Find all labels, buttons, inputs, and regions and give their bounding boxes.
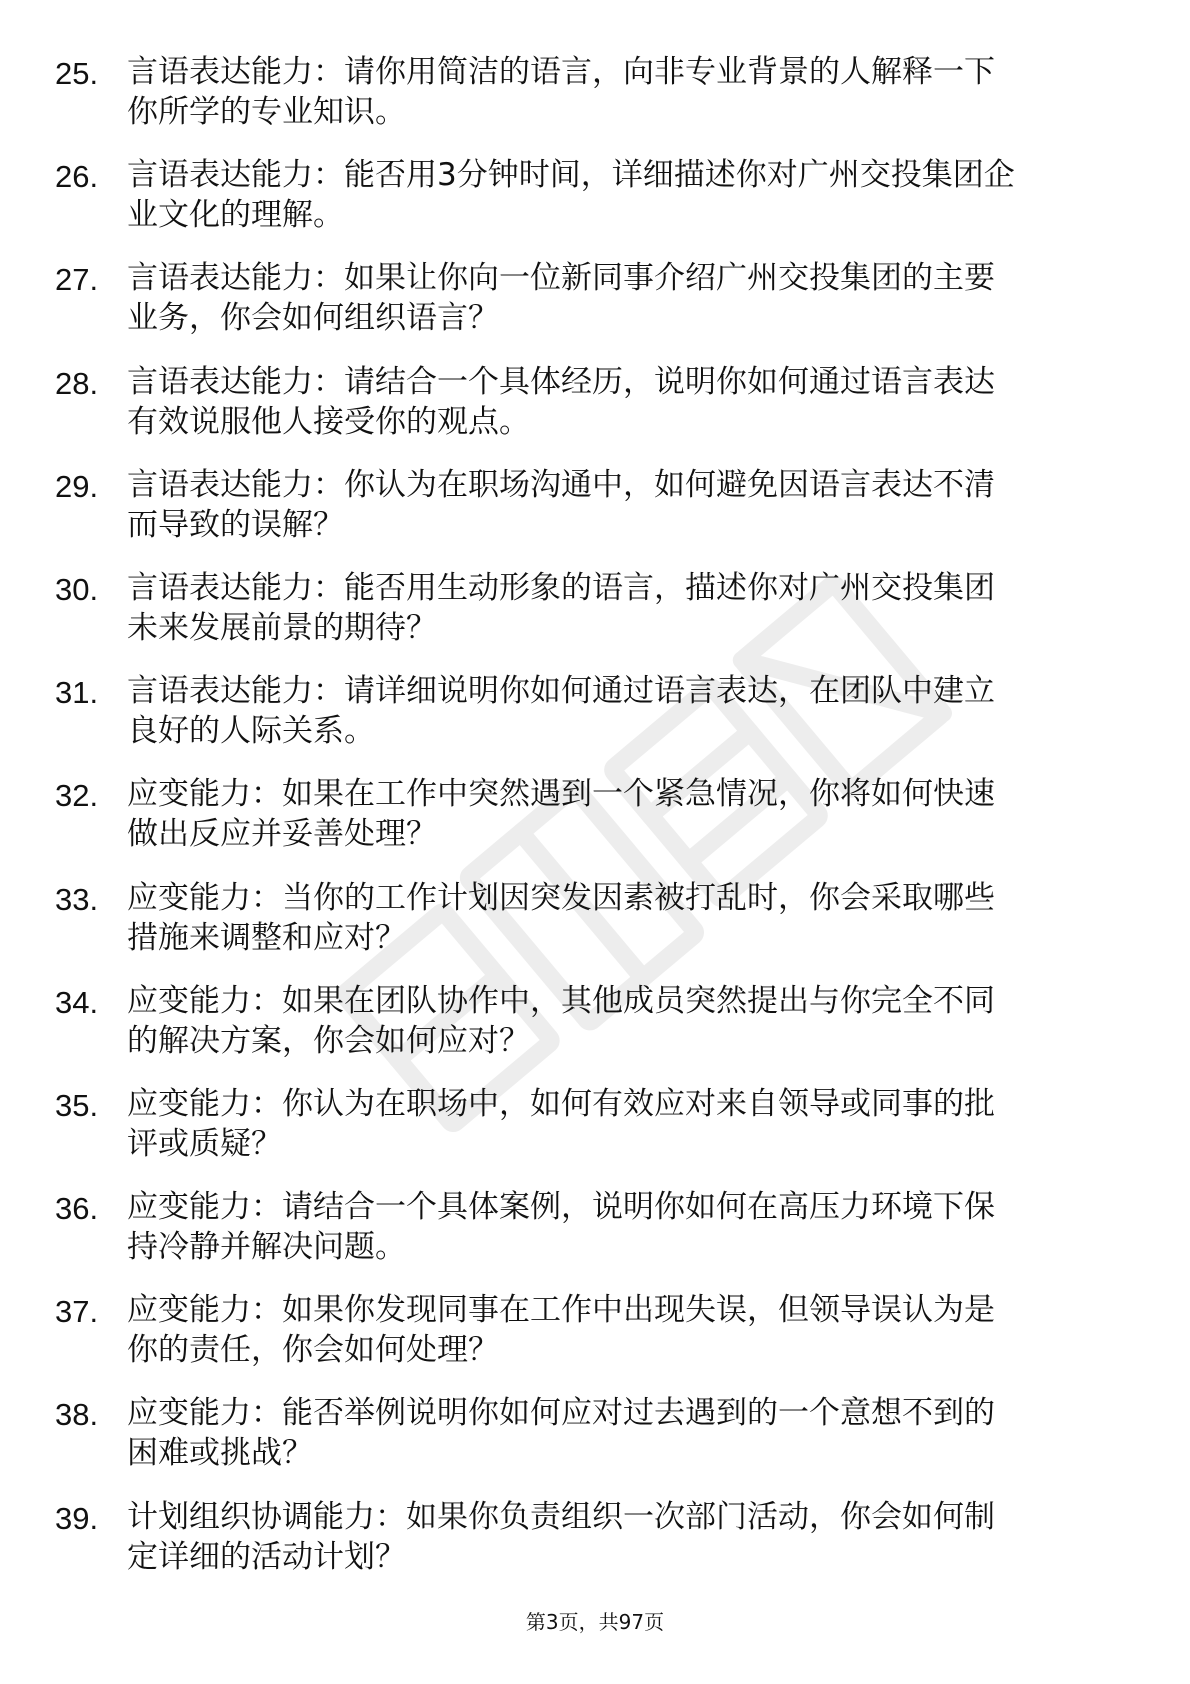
question-item <box>55 770 1135 873</box>
question-number: 33. <box>55 881 99 917</box>
question-line-1: 言语表达能力：你认为在职场沟通中，如何避免因语言表达不清 <box>127 466 995 503</box>
question-text <box>127 258 1127 338</box>
question-line-2: 你的责任，你会如何处理？ <box>127 1332 499 1369</box>
question-line-1: 应变能力：你认为在职场中，如何有效应对来自领导或同事的批 <box>127 1085 995 1122</box>
question-text <box>127 671 1127 751</box>
question-text <box>127 774 1127 854</box>
question-line-1: 计划组织协调能力：如果你负责组织一次部门活动，你会如何制 <box>127 1498 995 1535</box>
question-line-1: 言语表达能力：请详细说明你如何通过语言表达，在团队中建立 <box>127 673 995 710</box>
question-line-2: 的解决方案，你会如何应对？ <box>127 1022 530 1059</box>
question-number: 31. <box>55 675 99 711</box>
question-line-1: 言语表达能力：请结合一个具体经历，说明你如何通过语言表达 <box>127 363 995 400</box>
question-line-1: 言语表达能力：能否用3分钟时间，详细描述你对广州交投集团企 <box>127 157 1015 194</box>
question-number: 30. <box>55 571 99 607</box>
question-item <box>55 1080 1135 1183</box>
question-text <box>127 1393 1127 1473</box>
question-line-1: 应变能力：如果你发现同事在工作中出现失误，但领导误认为是 <box>127 1292 995 1329</box>
question-item <box>55 874 1135 977</box>
question-line-2: 评或质疑？ <box>127 1125 282 1162</box>
question-line-2: 你所学的专业知识。 <box>127 94 406 130</box>
question-text <box>127 878 1127 958</box>
question-text <box>127 981 1127 1061</box>
question-item <box>55 667 1135 770</box>
question-line-1: 言语表达能力：能否用生动形象的语言，描述你对广州交投集团 <box>127 569 995 606</box>
question-text <box>127 155 1127 235</box>
question-item <box>55 1389 1135 1492</box>
question-number: 26. <box>55 159 99 195</box>
question-item <box>55 358 1135 461</box>
question-item <box>55 461 1135 564</box>
question-list <box>55 48 1135 1596</box>
question-line-2: 有效说服他人接受你的观点。 <box>127 403 530 440</box>
question-line-2: 措施来调整和应对？ <box>127 919 406 956</box>
question-line-1: 应变能力：请结合一个具体案例，说明你如何在高压力环境下保 <box>127 1189 995 1226</box>
question-number: 39. <box>55 1500 99 1536</box>
question-number: 25. <box>55 56 99 91</box>
question-line-1: 应变能力：如果在工作中突然遇到一个紧急情况，你将如何快速 <box>127 776 995 813</box>
question-line-1: 言语表达能力：如果让你向一位新同事介绍广州交投集团的主要 <box>127 260 995 297</box>
question-item <box>55 254 1135 357</box>
question-item <box>55 977 1135 1080</box>
question-line-2: 而导致的误解？ <box>127 506 344 543</box>
question-line-1: 应变能力：如果在团队协作中，其他成员突然提出与你完全不同 <box>127 982 995 1019</box>
question-item <box>55 1286 1135 1389</box>
question-line-2: 良好的人际关系。 <box>127 713 375 750</box>
question-line-2: 做出反应并妥善处理？ <box>127 816 437 853</box>
question-number: 32. <box>55 778 99 814</box>
question-item <box>55 48 1135 151</box>
question-text <box>127 568 1127 648</box>
question-line-2: 持冷静并解决问题。 <box>127 1229 406 1266</box>
question-text <box>127 362 1127 442</box>
question-line-1: 应变能力：当你的工作计划因突发因素被打乱时，你会采取哪些 <box>127 879 995 916</box>
question-text <box>127 465 1127 545</box>
question-line-1: 言语表达能力：请你用简洁的语言，向非专业背景的人解释一下 <box>127 54 995 90</box>
question-item <box>55 151 1135 254</box>
question-number: 28. <box>55 365 99 401</box>
question-line-2: 业务，你会如何组织语言？ <box>127 300 499 337</box>
question-item <box>55 1183 1135 1286</box>
question-text <box>127 52 1127 132</box>
question-text <box>127 1290 1127 1370</box>
question-item <box>55 1493 1135 1596</box>
question-number: 27. <box>55 262 99 298</box>
question-number: 35. <box>55 1087 99 1123</box>
question-number: 36. <box>55 1191 99 1227</box>
question-text <box>127 1187 1127 1267</box>
page-number-footer: 第3页，共97页 <box>525 1610 665 1634</box>
question-line-2: 未来发展前景的期待？ <box>127 609 437 646</box>
question-number: 37. <box>55 1294 99 1330</box>
question-number: 38. <box>55 1397 99 1433</box>
question-line-2: 业文化的理解。 <box>127 197 344 234</box>
question-text <box>127 1084 1127 1164</box>
question-line-2: 困难或挑战？ <box>127 1435 313 1472</box>
question-line-1: 应变能力：能否举例说明你如何应对过去遇到的一个意想不到的 <box>127 1395 995 1432</box>
question-line-2: 定详细的活动计划？ <box>127 1538 406 1575</box>
question-number: 34. <box>55 984 99 1020</box>
question-item <box>55 564 1135 667</box>
question-number: 29. <box>55 468 99 504</box>
question-text <box>127 1497 1127 1577</box>
